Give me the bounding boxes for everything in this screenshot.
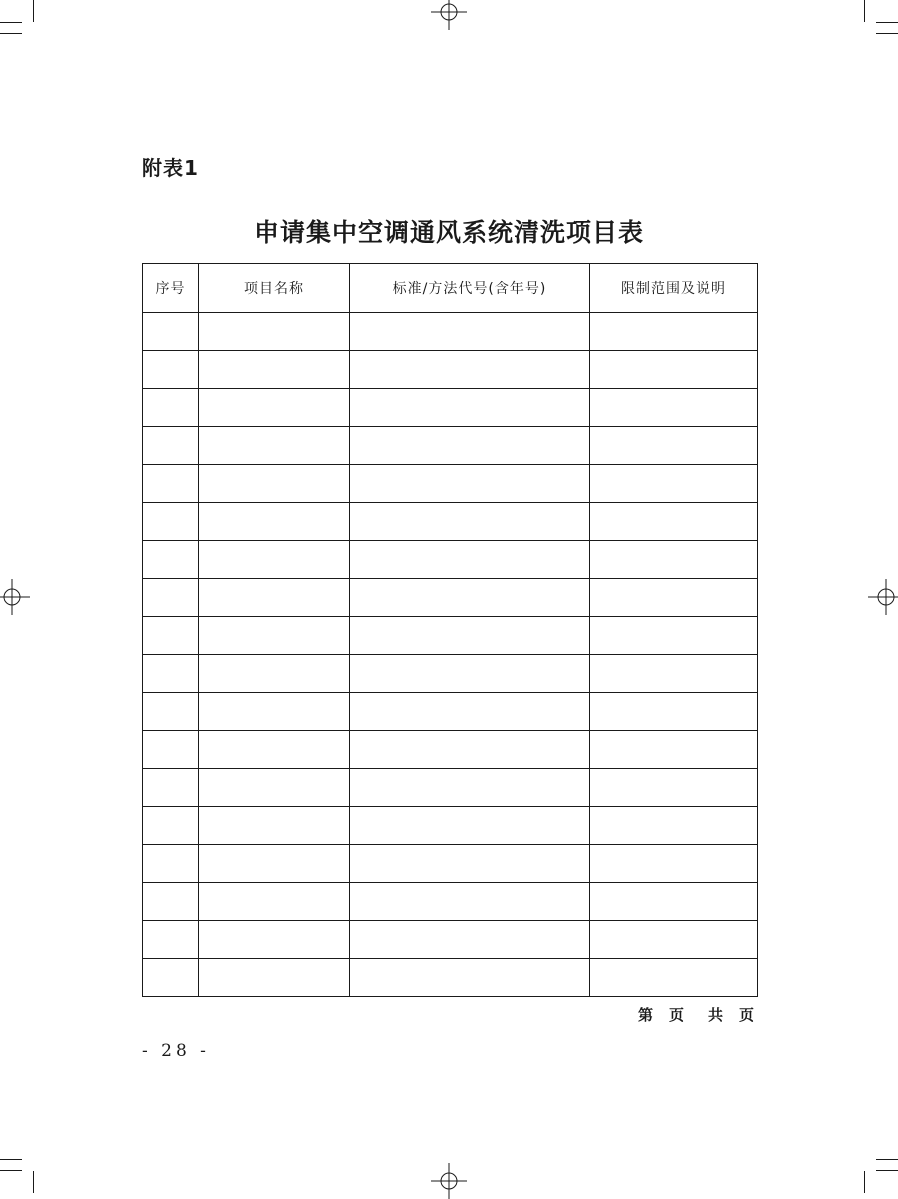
registration-mark-icon xyxy=(0,579,30,615)
appendix-label: 附表1 xyxy=(142,156,199,180)
project-name-cell[interactable] xyxy=(199,427,350,465)
serial-cell[interactable] xyxy=(143,693,199,731)
table-row xyxy=(143,807,758,845)
total-unit: 页 xyxy=(738,1006,756,1024)
scope-notes-cell[interactable] xyxy=(590,693,758,731)
scope-notes-cell[interactable] xyxy=(590,389,758,427)
total-word: 共 xyxy=(707,1006,725,1024)
standard-code-cell[interactable] xyxy=(350,313,590,351)
crop-mark xyxy=(0,1170,22,1171)
header-project-name: 项目名称 xyxy=(199,264,350,313)
table-row xyxy=(143,655,758,693)
table-row xyxy=(143,427,758,465)
serial-cell[interactable] xyxy=(143,579,199,617)
scope-notes-cell[interactable] xyxy=(590,541,758,579)
crop-mark xyxy=(876,22,898,23)
crop-mark xyxy=(876,1170,898,1171)
table-row xyxy=(143,465,758,503)
standard-code-cell[interactable] xyxy=(350,693,590,731)
serial-cell[interactable] xyxy=(143,769,199,807)
scope-notes-cell[interactable] xyxy=(590,845,758,883)
standard-code-cell[interactable] xyxy=(350,541,590,579)
project-name-cell[interactable] xyxy=(199,731,350,769)
registration-mark-icon xyxy=(868,579,898,615)
table-row xyxy=(143,617,758,655)
scope-notes-cell[interactable] xyxy=(590,769,758,807)
serial-cell[interactable] xyxy=(143,465,199,503)
standard-code-cell[interactable] xyxy=(350,655,590,693)
header-standard-method-code: 标准/方法代号(含年号) xyxy=(350,264,590,313)
project-name-cell[interactable] xyxy=(199,769,350,807)
project-name-cell[interactable] xyxy=(199,313,350,351)
scope-notes-cell[interactable] xyxy=(590,427,758,465)
table-row xyxy=(143,921,758,959)
project-table xyxy=(142,263,758,997)
serial-cell[interactable] xyxy=(143,503,199,541)
table-row xyxy=(143,769,758,807)
table-row xyxy=(143,959,758,997)
project-name-cell[interactable] xyxy=(199,845,350,883)
header-serial-number: 序号 xyxy=(143,264,199,313)
page-word: 第 xyxy=(637,1006,655,1024)
table-header-row xyxy=(143,264,758,313)
serial-cell[interactable] xyxy=(143,389,199,427)
page-count-line xyxy=(624,1004,756,1025)
serial-cell[interactable] xyxy=(143,313,199,351)
crop-mark xyxy=(876,33,898,34)
table-row xyxy=(143,313,758,351)
scope-notes-cell[interactable] xyxy=(590,503,758,541)
standard-code-cell[interactable] xyxy=(350,921,590,959)
serial-cell[interactable] xyxy=(143,427,199,465)
project-name-cell[interactable] xyxy=(199,883,350,921)
table-row xyxy=(143,883,758,921)
scope-notes-cell[interactable] xyxy=(590,465,758,503)
standard-code-cell[interactable] xyxy=(350,351,590,389)
serial-cell[interactable] xyxy=(143,845,199,883)
serial-cell[interactable] xyxy=(143,617,199,655)
serial-cell[interactable] xyxy=(143,959,199,997)
scope-notes-cell[interactable] xyxy=(590,313,758,351)
crop-mark xyxy=(33,1171,34,1193)
crop-mark xyxy=(876,1159,898,1160)
serial-cell[interactable] xyxy=(143,921,199,959)
crop-mark xyxy=(0,1159,22,1160)
crop-mark xyxy=(0,22,22,23)
serial-cell[interactable] xyxy=(143,541,199,579)
standard-code-cell[interactable] xyxy=(350,465,590,503)
scope-notes-cell[interactable] xyxy=(590,655,758,693)
header-scope-and-notes: 限制范围及说明 xyxy=(590,264,758,313)
serial-cell[interactable] xyxy=(143,655,199,693)
registration-mark-icon xyxy=(431,0,467,30)
project-name-cell[interactable] xyxy=(199,579,350,617)
standard-code-cell[interactable] xyxy=(350,503,590,541)
scope-notes-cell[interactable] xyxy=(590,579,758,617)
scope-notes-cell[interactable] xyxy=(590,807,758,845)
project-name-cell[interactable] xyxy=(199,351,350,389)
project-name-cell[interactable] xyxy=(199,655,350,693)
project-name-cell[interactable] xyxy=(199,389,350,427)
table-row xyxy=(143,845,758,883)
serial-cell[interactable] xyxy=(143,351,199,389)
project-name-cell[interactable] xyxy=(199,693,350,731)
table-row xyxy=(143,389,758,427)
standard-code-cell[interactable] xyxy=(350,579,590,617)
project-name-cell[interactable] xyxy=(199,921,350,959)
standard-code-cell[interactable] xyxy=(350,883,590,921)
project-name-cell[interactable] xyxy=(199,541,350,579)
project-name-cell[interactable] xyxy=(199,503,350,541)
page-unit: 页 xyxy=(668,1006,686,1024)
project-name-cell[interactable] xyxy=(199,617,350,655)
crop-mark xyxy=(864,0,865,22)
serial-cell[interactable] xyxy=(143,883,199,921)
crop-mark xyxy=(0,33,22,34)
registration-mark-icon xyxy=(431,1163,467,1199)
document-title: 申请集中空调通风系统清洗项目表 xyxy=(253,218,644,247)
project-name-cell[interactable] xyxy=(199,807,350,845)
serial-cell[interactable] xyxy=(143,731,199,769)
table-body xyxy=(143,313,758,997)
crop-mark xyxy=(864,1171,865,1193)
project-name-cell[interactable] xyxy=(199,465,350,503)
table-row xyxy=(143,503,758,541)
table-row xyxy=(143,351,758,389)
page-number: - 28 - xyxy=(142,1041,210,1061)
scope-notes-cell[interactable] xyxy=(590,617,758,655)
scope-notes-cell[interactable] xyxy=(590,921,758,959)
project-name-cell[interactable] xyxy=(199,959,350,997)
standard-code-cell[interactable] xyxy=(350,389,590,427)
standard-code-cell[interactable] xyxy=(350,731,590,769)
table-row xyxy=(143,693,758,731)
scope-notes-cell[interactable] xyxy=(590,883,758,921)
table-row xyxy=(143,579,758,617)
scope-notes-cell[interactable] xyxy=(590,351,758,389)
crop-mark xyxy=(33,0,34,22)
table-row xyxy=(143,541,758,579)
standard-code-cell[interactable] xyxy=(350,617,590,655)
standard-code-cell[interactable] xyxy=(350,769,590,807)
table-row xyxy=(143,731,758,769)
standard-code-cell[interactable] xyxy=(350,807,590,845)
standard-code-cell[interactable] xyxy=(350,845,590,883)
serial-cell[interactable] xyxy=(143,807,199,845)
scope-notes-cell[interactable] xyxy=(590,731,758,769)
standard-code-cell[interactable] xyxy=(350,959,590,997)
scope-notes-cell[interactable] xyxy=(590,959,758,997)
standard-code-cell[interactable] xyxy=(350,427,590,465)
